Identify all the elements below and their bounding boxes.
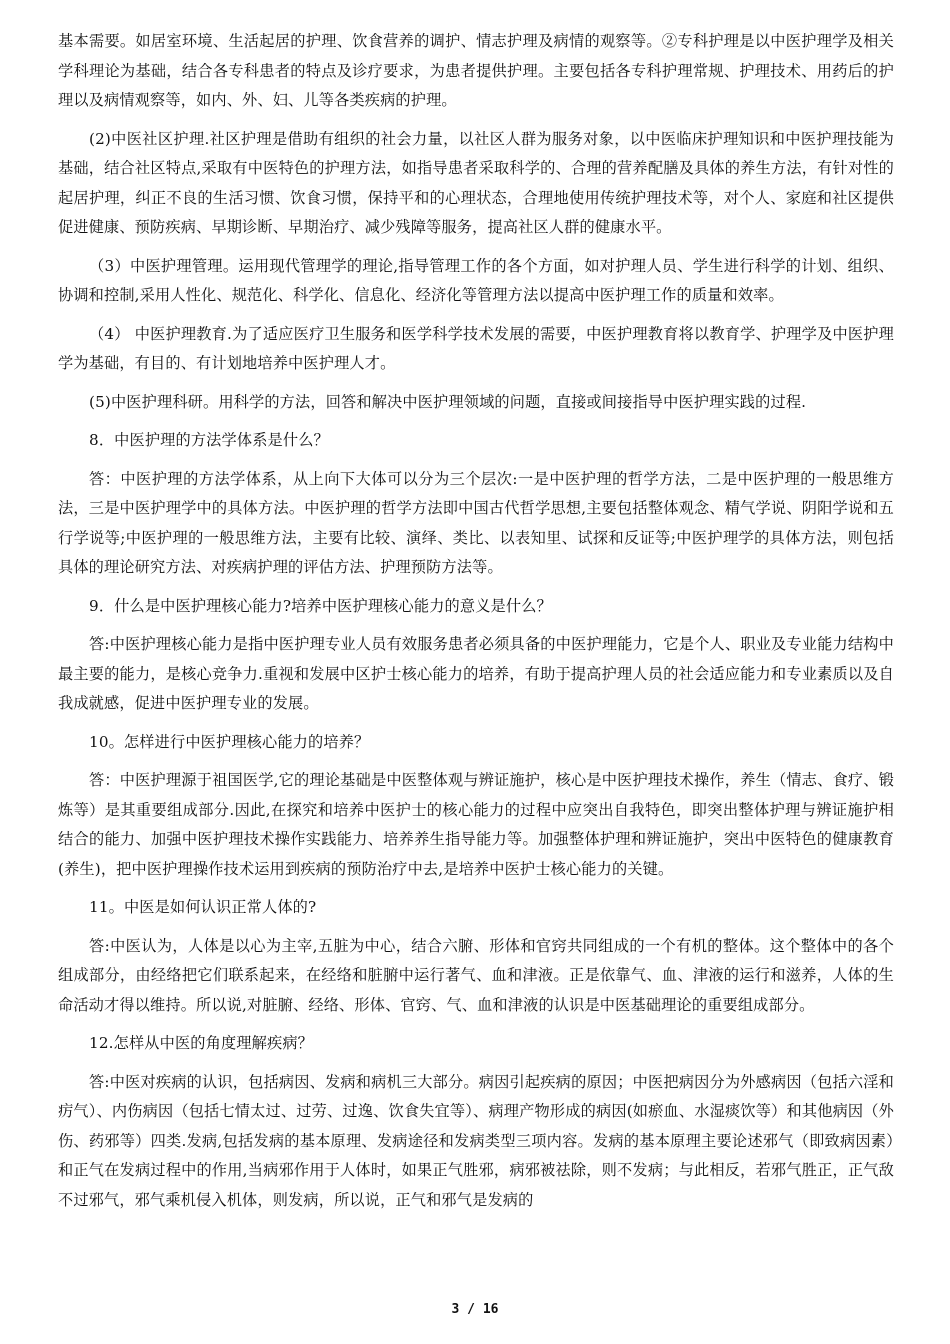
- paragraph-nursing-education: （4） 中医护理教育.为了适应医疗卫生服务和医学科学技术发展的需要，中医护理教育将以教育学、护理学及中医护理学为基础，有目的、有计划地培养中医护理人才。: [58, 324, 894, 372]
- question-9: 9．什么是中医护理核心能力?培养中医护理核心能力的意义是什么？: [89, 596, 552, 615]
- answer-12: 答:中医对疾病的认识，包括病因、发病和病机三大部分。病因引起疾病的原因；中医把病因分为外感病因（包括六淫和疠气）、内伤病因（包括七情太过、过劳、过逸、饮食失宜等）、病理产物形成的病因(如瘀血、水湿痰饮等）和其他病因（外伤、药邪等）四类.发病,包括发病的基本原理、发病途径和发病类型三项内容。发病的基本原理主要论述邪气（即致病因素）和正气在发病过程中的作用,当病邪作用于人体时，如果正气胜邪，病邪被祛除，则不发病；与此相反，若邪气胜正，正气敌不过邪气，邪气乘机侵入机体，则发病，所以说，正气和邪气是发病的: [58, 1072, 894, 1209]
- paragraph-community-nursing: (2)中医社区护理.社区护理是借助有组织的社会力量，以社区人群为服务对象，以中医临床护理知识和中医护理技能为基础，结合社区特点,采取有中医特色的护理方法，如指导患者采取科学的、合理的营养配膳及具体的养生方法，有针对性的起居护理，纠正不良的生活习惯、饮食习惯，保持平和的心理状态，合理地使用传统护理技术等，对个人、家庭和社区提供促进健康、预防疾病、早期诊断、早期治疗、减少残障等服务，提高社区人群的健康水平。: [58, 129, 894, 236]
- answer-8: 答：中医护理的方法学体系，从上向下大体可以分为三个层次:一是中医护理的哲学方法，二是中医护理的一般思维方法，三是中医护理学中的具体方法。中医护理的哲学方法即中国古代哲学思想,主要包括整体观念、精气学说、阴阳学说和五行学说等;中医护理的一般思维方法，主要有比较、演绎、类比、以表知里、试探和反证等;中医护理学的具体方法，则包括具体的理论研究方法、对疾病护理的评估方法、护理预防方法等。: [58, 469, 894, 576]
- answer-11: 答:中医认为，人体是以心为主宰,五脏为中心，结合六腑、形体和官窍共同组成的一个有机的整体。这个整体中的各个组成部分，由经络把它们联系起来，在经络和脏腑中运行著气、血和津液。正是依靠气、血、津液的运行和滋养，人体的生命活动才得以维持。所以说,对脏腑、经络、形体、官窍、气、血和津液的认识是中医基础理论的重要组成部分。: [58, 936, 894, 1014]
- page-number: 3 / 16: [451, 1302, 499, 1317]
- paragraph-nursing-management: （3）中医护理管理。运用现代管理学的理论,指导管理工作的各个方面，如对护理人员、学生进行科学的计划、组织、协调和控制,采用人性化、规范化、科学化、信息化、经济化等管理方法以提高中医护理工作的质量和效率。: [58, 256, 894, 304]
- paragraph-nursing-research: (5)中医护理科研。用科学的方法，回答和解决中医护理领域的问题，直接或间接指导中医护理实践的过程.: [89, 392, 807, 411]
- paragraph-continuation: 基本需要。如居室环境、生活起居的护理、饮食营养的调护、情志护理及病情的观察等。②专科护理是以中医护理学及相关学科理论为基础，结合各专科患者的特点及诊疗要求，为患者提供护理。主要包括各专科护理常规、护理技术、用药后的护理以及病情观察等，如内、外、妇、儿等各类疾病的护理。: [58, 32, 894, 109]
- question-8: 8．中医护理的方法学体系是什么？: [89, 431, 329, 449]
- answer-9: 答:中医护理核心能力是指中医护理专业人员有效服务患者必须具备的中医护理能力，它是个人、职业及专业能力结构中最主要的能力，是核心竞争力.重视和发展中区护士核心能力的培养，有助于提高护理人员的社会适应能力和专业素质以及自我成就感，促进中医护理专业的发展。: [58, 635, 894, 712]
- question-12: 12.怎样从中医的角度理解疾病？: [89, 1034, 313, 1052]
- question-11: 11。中医是如何认识正常人体的?: [89, 898, 317, 916]
- question-10: 10。怎样进行中医护理核心能力的培养？: [89, 732, 370, 751]
- document-body: [58, 27, 894, 1224]
- answer-10: 答：中医护理源于祖国医学,它的理论基础是中医整体观与辨证施护，核心是中医护理技术操作，养生（情志、食疗、锻炼等）是其重要组成部分.因此,在探究和培养中医护士的核心能力的过程中应突出自我特色，即突出整体护理与辨证施护相结合的能力、加强中医护理技术操作实践能力、培养养生指导能力等。加强整体护理和辨证施护，突出中医特色的健康教育(养生)，把中医护理操作技术运用到疾病的预防治疗中去,是培养中医护士核心能力的关键。: [58, 771, 894, 878]
